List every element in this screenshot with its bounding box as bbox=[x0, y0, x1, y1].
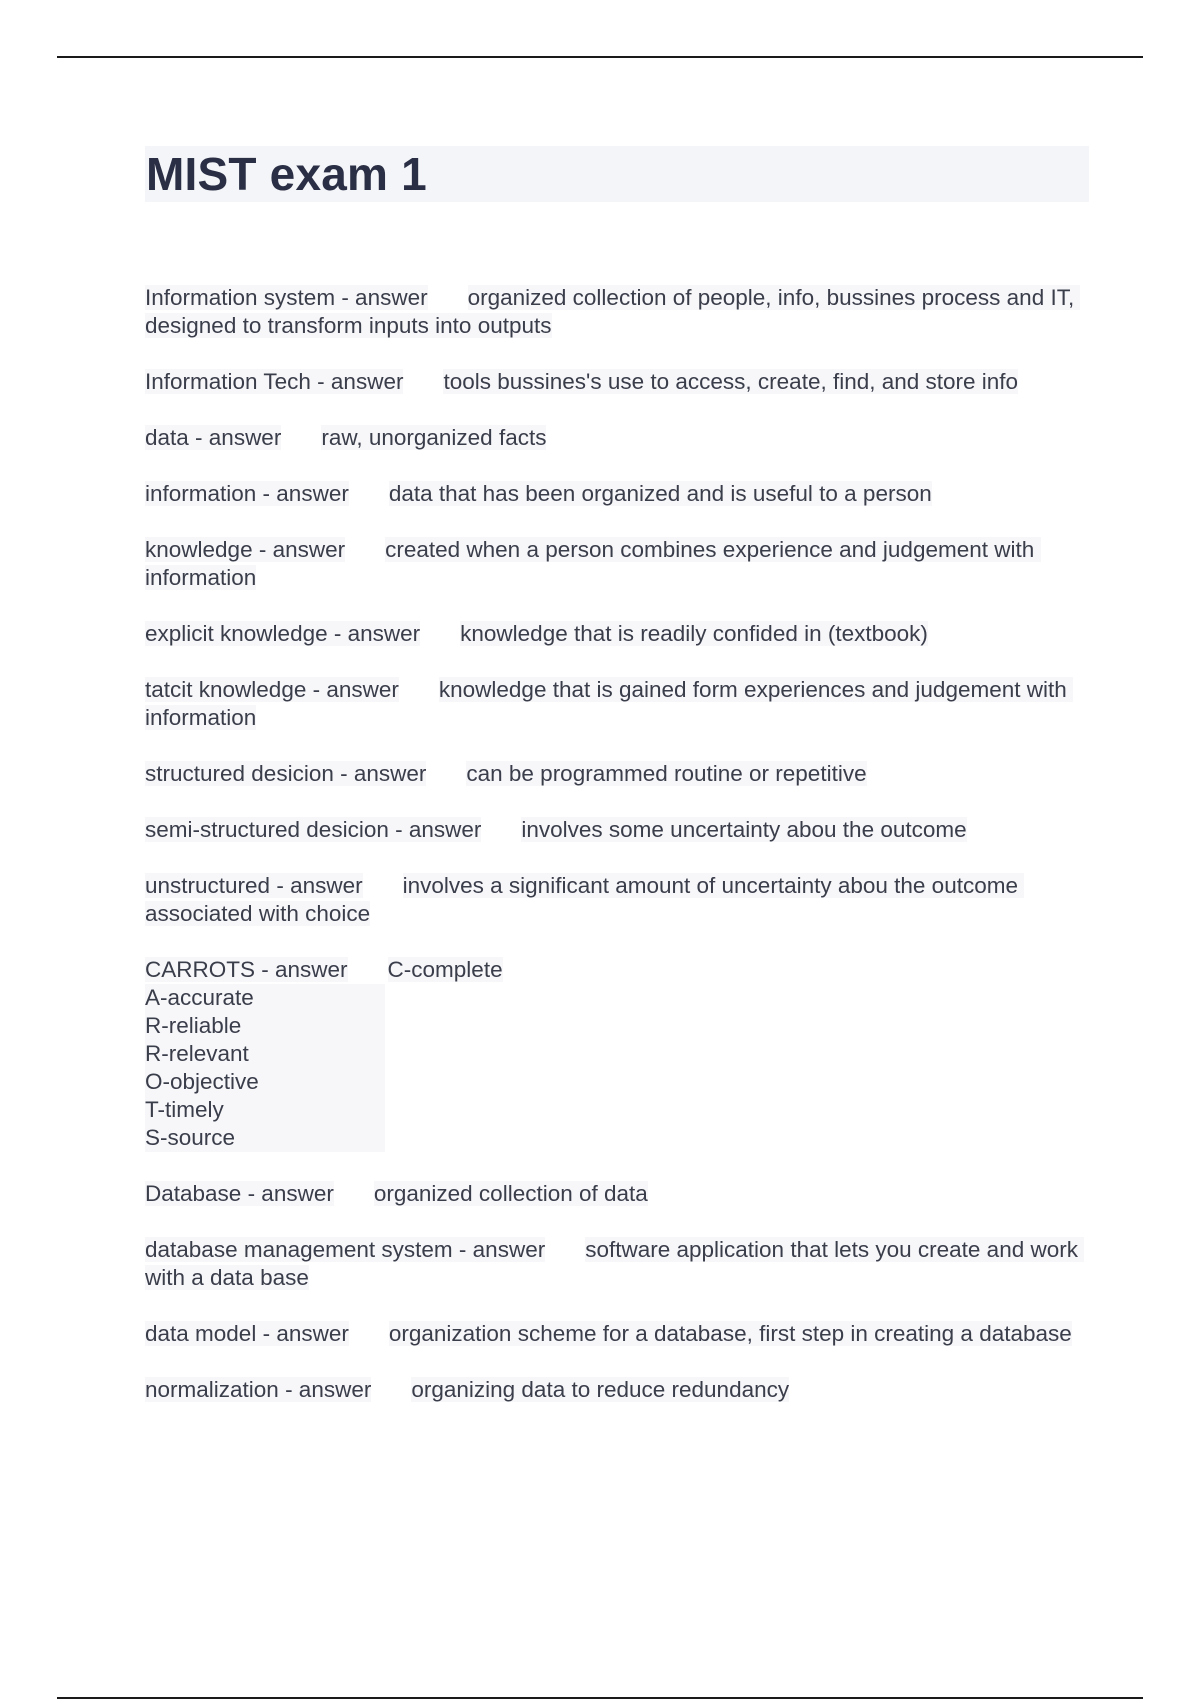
qa-item bbox=[145, 676, 1089, 732]
qa-item bbox=[145, 424, 1089, 452]
qa-term: unstructured - answer bbox=[145, 873, 363, 898]
qa-list bbox=[145, 284, 1089, 1432]
qa-term: CARROTS - answer bbox=[145, 957, 348, 982]
carrots-line: R-relevant bbox=[145, 1040, 1089, 1068]
qa-definition: organization scheme for a database, first step in creating a database bbox=[388, 1321, 1072, 1346]
qa-term: normalization - answer bbox=[145, 1377, 372, 1402]
qa-term: information - answer bbox=[145, 481, 349, 506]
qa-definition: tools bussines's use to access, create, find, and store info bbox=[443, 369, 1019, 394]
carrots-line: S-source bbox=[145, 1124, 1089, 1152]
qa-definition: involves some uncertainty abou the outcome bbox=[521, 817, 967, 842]
qa-definition: can be programmed routine or repetitive bbox=[466, 761, 867, 786]
qa-term: explicit knowledge - answer bbox=[145, 621, 421, 646]
qa-term: Information system - answer bbox=[145, 285, 428, 310]
qa-term: data model - answer bbox=[145, 1321, 349, 1346]
qa-definition: organized collection of people, info, bussines process and IT, designed to transform inputs into outputs bbox=[145, 285, 1081, 338]
qa-term: knowledge - answer bbox=[145, 537, 346, 562]
qa-definition: software application that lets you create and work with a data base bbox=[145, 1237, 1085, 1290]
bottom-rule bbox=[57, 1697, 1143, 1699]
qa-term: database management system - answer bbox=[145, 1237, 546, 1262]
qa-definition: C-complete bbox=[387, 957, 503, 982]
qa-term: semi-structured desicion - answer bbox=[145, 817, 482, 842]
carrots-line: A-accurate bbox=[145, 984, 1089, 1012]
qa-item bbox=[145, 368, 1089, 396]
qa-term: tatcit knowledge - answer bbox=[145, 677, 399, 702]
qa-item bbox=[145, 760, 1089, 788]
qa-definition: data that has been organized and is useful to a person bbox=[388, 481, 932, 506]
top-rule bbox=[57, 56, 1143, 58]
qa-item bbox=[145, 1320, 1089, 1348]
qa-item bbox=[145, 1180, 1089, 1208]
qa-item-carrots bbox=[145, 956, 1089, 1152]
page-title: MIST exam 1 bbox=[146, 148, 427, 200]
qa-definition: involves a significant amount of uncertainty abou the outcome associated with choice bbox=[145, 873, 1025, 926]
carrots-line: R-reliable bbox=[145, 1012, 1089, 1040]
qa-term: structured desicion - answer bbox=[145, 761, 427, 786]
qa-definition: organizing data to reduce redundancy bbox=[411, 1377, 790, 1402]
qa-item bbox=[145, 816, 1089, 844]
qa-item bbox=[145, 284, 1089, 340]
qa-term: Database - answer bbox=[145, 1181, 334, 1206]
qa-definition: raw, unorganized facts bbox=[321, 425, 547, 450]
qa-item bbox=[145, 1236, 1089, 1292]
carrots-line: T-timely bbox=[145, 1096, 1089, 1124]
qa-definition: created when a person combines experience and judgement with information bbox=[145, 537, 1041, 590]
qa-item bbox=[145, 620, 1089, 648]
qa-item bbox=[145, 872, 1089, 928]
carrots-line: O-objective bbox=[145, 1068, 1089, 1096]
qa-item bbox=[145, 1376, 1089, 1404]
qa-item bbox=[145, 536, 1089, 592]
qa-item bbox=[145, 480, 1089, 508]
qa-definition: knowledge that is readily confided in (textbook) bbox=[460, 621, 928, 646]
qa-definition: organized collection of data bbox=[373, 1181, 648, 1206]
qa-definition: knowledge that is gained form experiences and judgement with information bbox=[145, 677, 1074, 730]
qa-term: data - answer bbox=[145, 425, 282, 450]
qa-term: Information Tech - answer bbox=[145, 369, 404, 394]
